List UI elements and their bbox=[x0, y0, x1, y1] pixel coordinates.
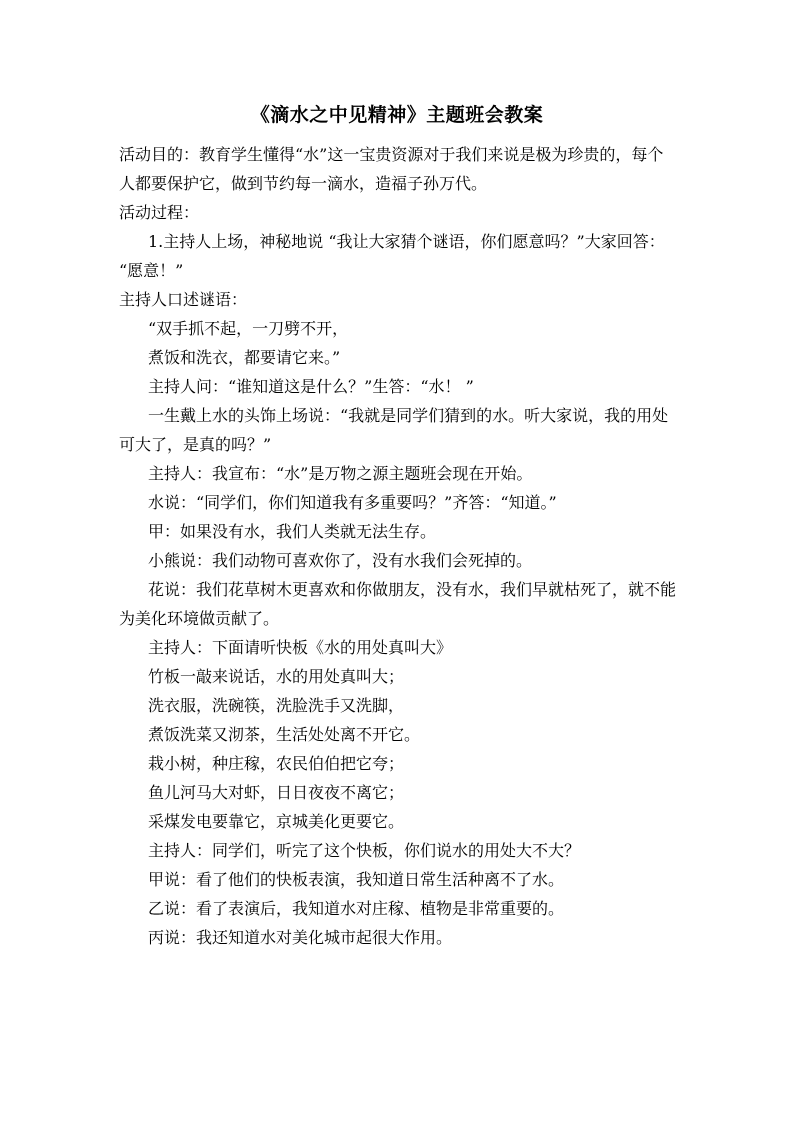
paragraph-line: 花说：我们花草树木更喜欢和你做朋友，没有水，我们早就枯死了，就不能 bbox=[148, 580, 677, 599]
paragraph-line: 丙说：我还知道水对美化城市起很大作用。 bbox=[148, 928, 453, 947]
paragraph-line: 水说：“同学们，你们知道我有多重要吗？”齐答：“知道。” bbox=[148, 493, 557, 512]
paragraph-line: 主持人：下面请听快板《水的用处真叫大》 bbox=[148, 638, 453, 657]
paragraph-line: 1.主持人上场，神秘地说 “我让大家猜个谜语，你们愿意吗？”大家回答： bbox=[148, 232, 665, 251]
verse-line: 洗衣服，洗碗筷，洗脸洗手又洗脚， bbox=[148, 696, 405, 715]
riddle-line: 煮饭和洗衣，都要请它来。” bbox=[148, 348, 341, 367]
document-title: 《滴水之中见精神》主题班会教案 bbox=[250, 104, 544, 126]
paragraph-line: 为美化环境做贡献了。 bbox=[119, 609, 280, 628]
paragraph-line: 活动过程： bbox=[119, 203, 200, 222]
paragraph-line: 甲：如果没有水，我们人类就无法生存。 bbox=[148, 522, 437, 541]
paragraph-line: 活动目的：教育学生懂得“水”这一宝贵资源对于我们来说是极为珍贵的，每个 bbox=[119, 145, 664, 164]
paragraph-line: 可大了，是真的吗？” bbox=[119, 435, 272, 454]
paragraph-line: 主持人：同学们，听完了这个快板，你们说水的用处大不大？ bbox=[148, 841, 581, 860]
document-body bbox=[119, 140, 679, 952]
paragraph-line: “愿意！” bbox=[119, 261, 184, 280]
verse-line: 采煤发电要靠它，京城美化更要它。 bbox=[148, 812, 405, 831]
paragraph-line: 乙说：看了表演后，我知道水对庄稼、植物是非常重要的。 bbox=[148, 899, 565, 918]
paragraph-line: 主持人问：“谁知道这是什么？”生答：“水！ ” bbox=[148, 377, 474, 396]
paragraph-line: 人都要保护它，做到节约每一滴水，造福子孙万代。 bbox=[119, 174, 488, 193]
paragraph-line: 小熊说：我们动物可喜欢你了，没有水我们会死掉的。 bbox=[148, 551, 533, 570]
paragraph-line: 主持人口述谜语： bbox=[119, 290, 248, 309]
verse-line: 竹板一敲来说话，水的用处真叫大； bbox=[148, 667, 405, 686]
verse-line: 鱼儿河马大对虾，日日夜夜不离它； bbox=[148, 783, 405, 802]
verse-line: 栽小树，种庄稼，农民伯伯把它夸； bbox=[148, 754, 405, 773]
paragraph-line: 主持人：我宣布：“水”是万物之源主题班会现在开始。 bbox=[148, 464, 533, 483]
verse-line: 煮饭洗菜又沏茶，生活处处离不开它。 bbox=[148, 725, 421, 744]
paragraph-line: 甲说：看了他们的快板表演，我知道日常生活种离不了水。 bbox=[148, 870, 565, 889]
paragraph-line: 一生戴上水的头饰上场说：“我就是同学们猜到的水。听大家说，我的用处 bbox=[148, 406, 669, 425]
riddle-line: “双手抓不起，一刀劈不开， bbox=[148, 319, 349, 338]
